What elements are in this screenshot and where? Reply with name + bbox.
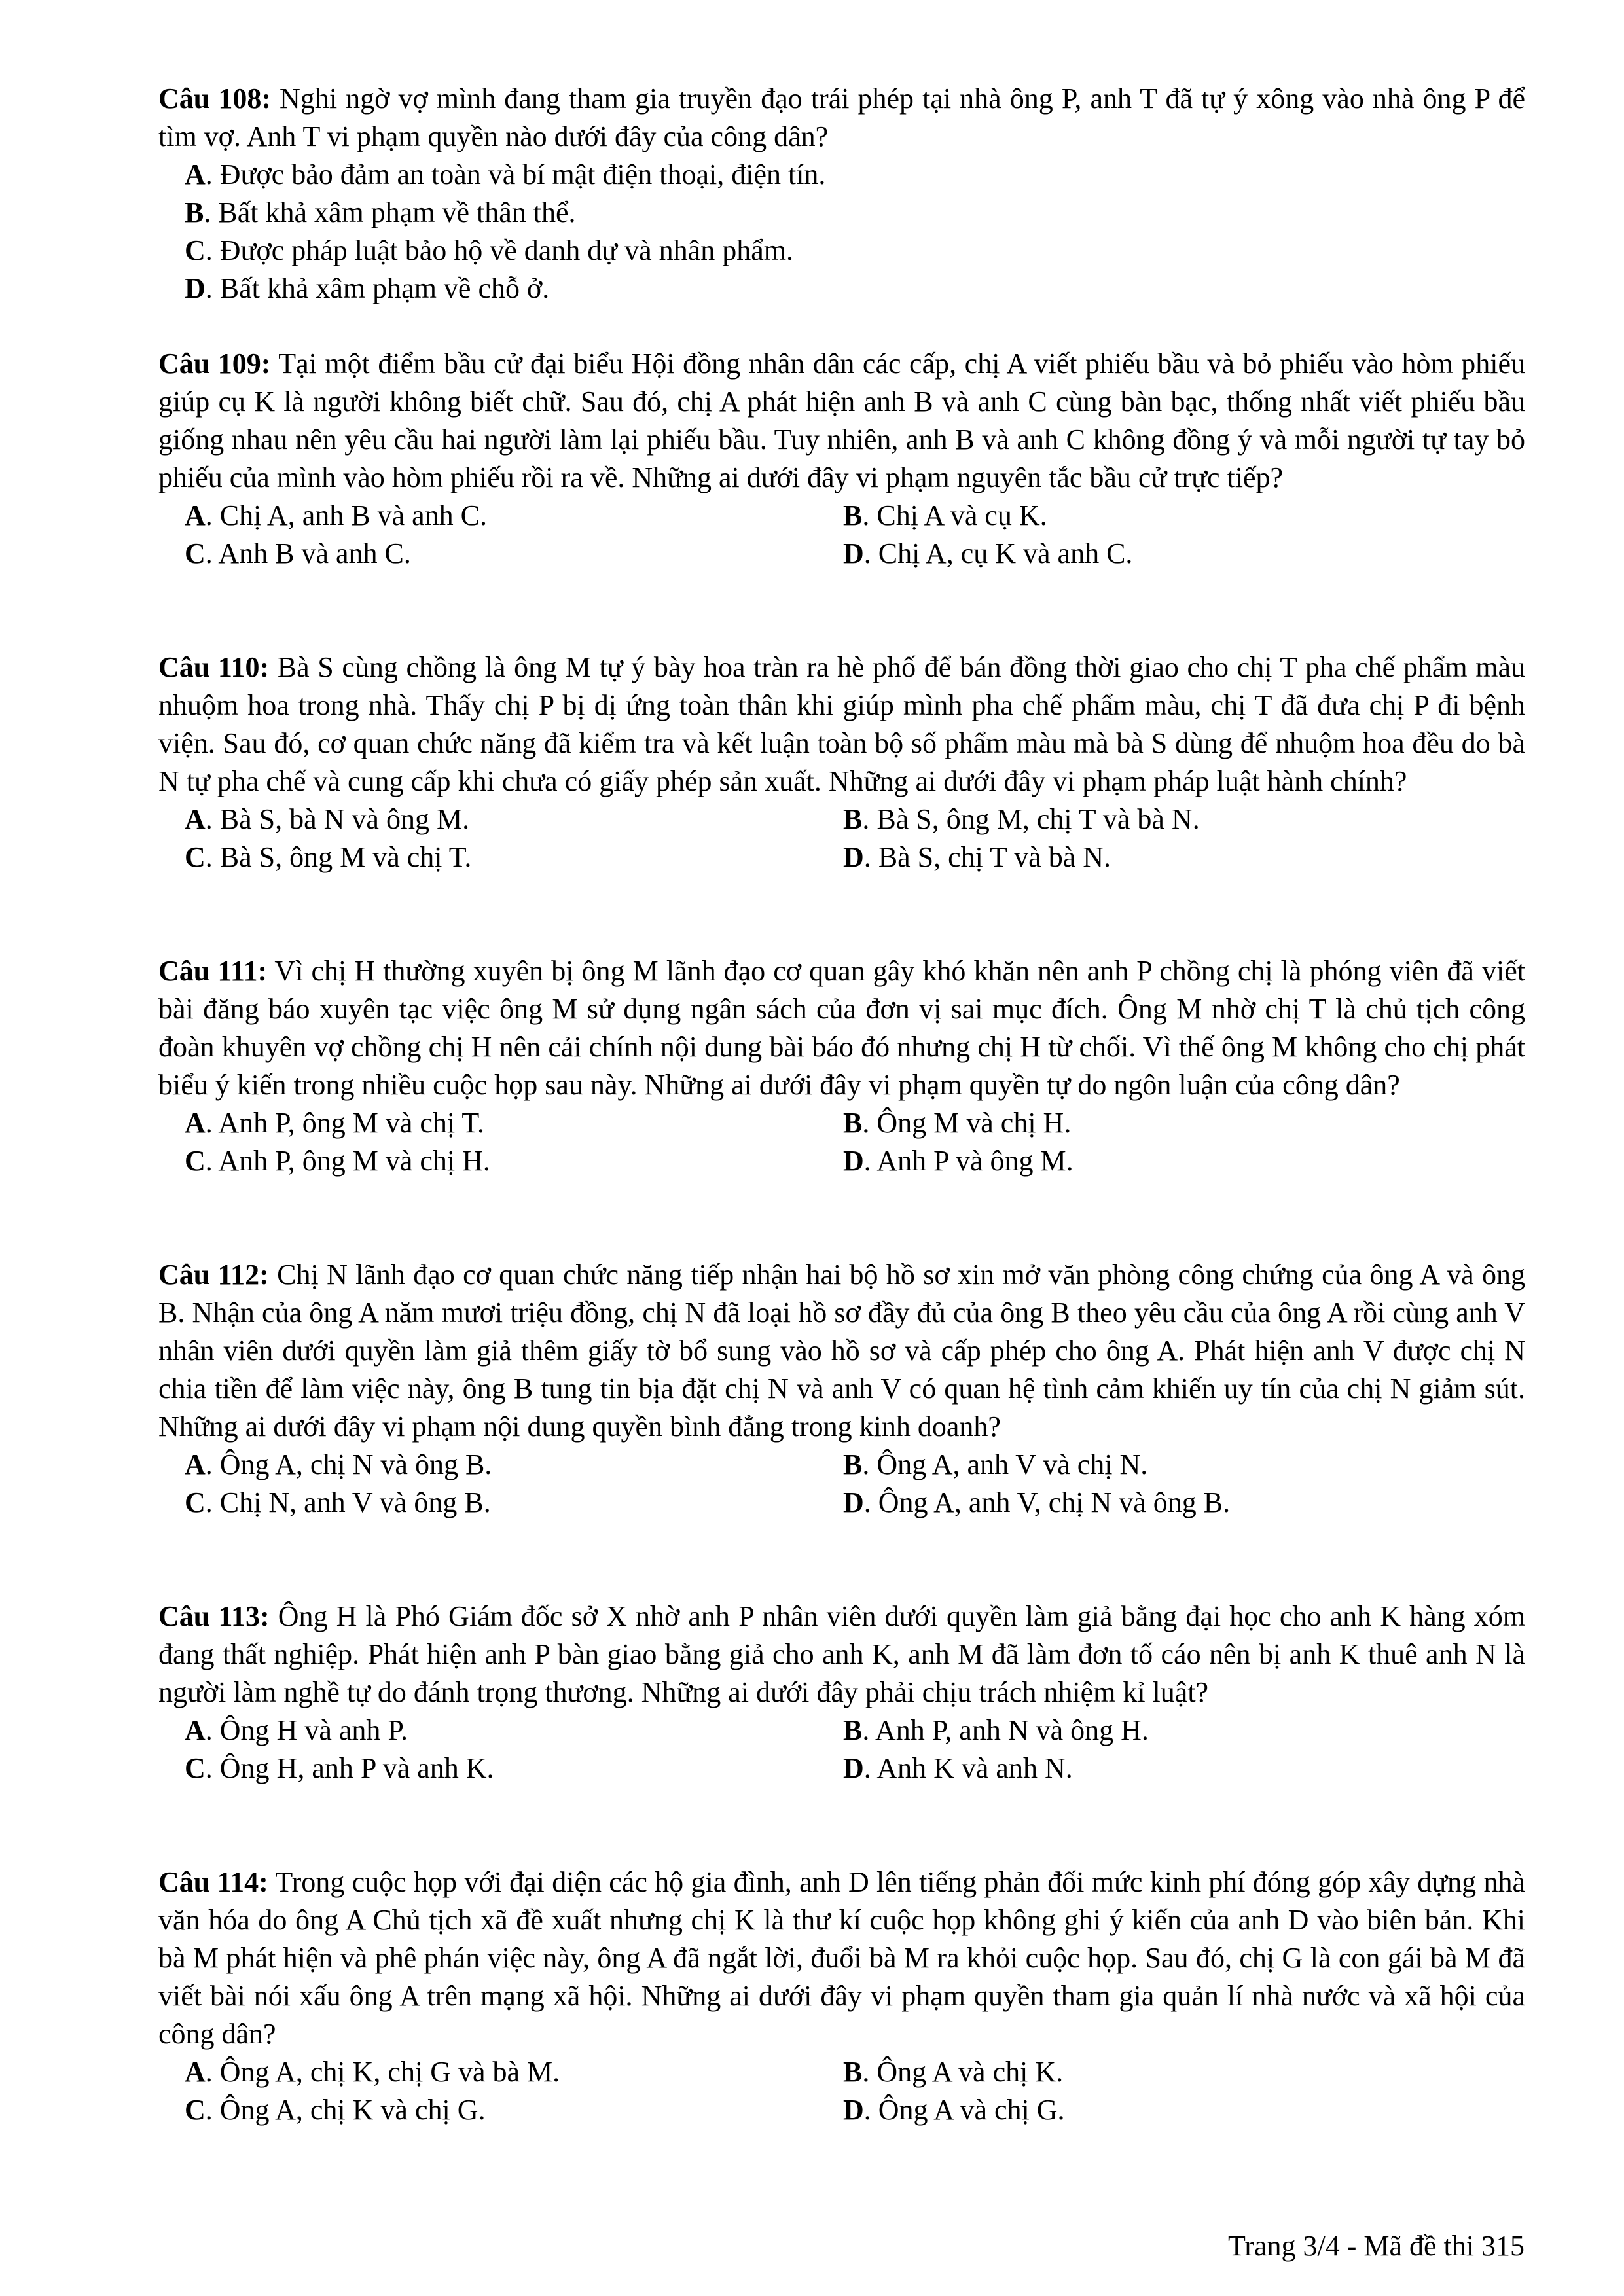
option-d <box>843 1484 1525 1522</box>
option-a <box>158 156 1525 194</box>
option-c <box>158 1142 843 1180</box>
question-stem <box>158 345 1525 497</box>
option-text: . Được bảo đảm an toàn và bí mật điện thoại, điện tín. <box>205 158 826 190</box>
option-text: . Ông A và chị K. <box>862 2056 1064 2088</box>
option-text: . Anh P, anh N và ông H. <box>862 1714 1149 1746</box>
question-number: Câu 108: <box>158 82 271 115</box>
page-footer: Trang 3/4 - Mã đề thi 315 <box>1227 2230 1525 2262</box>
question-113 <box>158 1598 1525 1787</box>
option-text: . Ông A, anh V, chị N và ông B. <box>863 1486 1231 1518</box>
question-text: Ông H là Phó Giám đốc sở X nhờ anh P nhân viên dưới quyền làm giả bằng đại học cho anh K hàng xóm đang thất nghiệp. Phát hiện anh P bàn giao bằng giả cho anh K, anh M đã làm đơn tố cáo nên bị anh K thuê anh N là người làm nghề tự do đánh trọng thương. Những ai dưới đây phải chịu trách nhiệm kỉ luật? <box>158 1600 1525 1708</box>
option-c <box>158 1484 843 1522</box>
option-letter: B <box>843 499 863 531</box>
question-stem <box>158 1863 1525 2053</box>
option-text: . Ông H và anh P. <box>205 1714 408 1746</box>
question-number: Câu 110: <box>158 651 270 683</box>
question-number: Câu 109: <box>158 348 271 380</box>
option-text: . Bà S, ông M và chị T. <box>205 841 472 873</box>
question-stem <box>158 1256 1525 1446</box>
question-stem <box>158 80 1525 156</box>
option-c <box>158 838 843 876</box>
question-number: Câu 114: <box>158 1866 268 1898</box>
option-letter: D <box>843 1145 864 1177</box>
option-letter: A <box>185 499 206 531</box>
question-111 <box>158 952 1525 1180</box>
option-text: . Ông A, chị N và ông B. <box>205 1448 492 1480</box>
option-letter: D <box>843 1486 864 1518</box>
question-number: Câu 113: <box>158 1600 270 1632</box>
option-letter: C <box>185 1145 206 1177</box>
option-letter: B <box>843 1714 863 1746</box>
option-text: . Anh P và ông M. <box>863 1145 1074 1177</box>
option-b <box>843 2053 1525 2091</box>
question-stem <box>158 649 1525 800</box>
option-a <box>158 2053 843 2091</box>
option-b <box>158 194 1525 232</box>
answer-options <box>158 497 1525 573</box>
option-text: . Bất khả xâm phạm về thân thể. <box>204 196 576 228</box>
option-letter: B <box>843 2056 863 2088</box>
option-letter: A <box>185 2056 206 2088</box>
option-letter: A <box>185 1714 206 1746</box>
option-letter: A <box>185 158 206 190</box>
option-letter: B <box>843 1448 863 1480</box>
option-letter: C <box>185 234 206 266</box>
option-letter: A <box>185 803 206 835</box>
option-a <box>158 1446 843 1484</box>
question-text: Vì chị H thường xuyên bị ông M lãnh đạo cơ quan gây khó khăn nên anh P chồng chị là phóng viên đã viết bài đăng báo xuyên tạc việc ông M sử dụng ngân sách của đơn vị sai mục đích. Ông M nhờ chị T là chủ tịch công đoàn khuyên vợ chồng chị H nên cải chính nội dung bài báo đó nhưng chị H từ chối. Vì thế ông M không cho chị phát biểu ý kiến trong nhiều cuộc họp sau này. Những ai dưới đây vi phạm quyền tự do ngôn luận của công dân? <box>158 955 1525 1101</box>
option-text: . Anh P, ông M và chị T. <box>205 1107 484 1139</box>
option-text: . Chị N, anh V và ông B. <box>205 1486 491 1518</box>
option-letter: D <box>843 537 864 569</box>
option-text: . Chị A, cụ K và anh C. <box>863 537 1133 569</box>
answer-options <box>158 800 1525 876</box>
question-stem <box>158 952 1525 1104</box>
option-text: . Ông A, anh V và chị N. <box>862 1448 1148 1480</box>
question-114 <box>158 1863 1525 2129</box>
question-112 <box>158 1256 1525 1522</box>
option-d <box>843 2091 1525 2129</box>
option-letter: D <box>185 272 206 304</box>
option-b <box>843 800 1525 838</box>
option-a <box>158 497 843 535</box>
question-text: Trong cuộc họp với đại diện các hộ gia đình, anh D lên tiếng phản đối mức kinh phí đóng góp xây dựng nhà văn hóa do ông A Chủ tịch xã đề xuất nhưng chị K là thư kí cuộc họp không ghi ý kiến của anh D vào biên bản. Khi bà M phát hiện và phê phán việc này, ông A đã ngắt lời, đuổi bà M ra khỏi cuộc họp. Sau đó, chị G là con gái bà M đã viết bài nói xấu ông A trên mạng xã hội. Những ai dưới đây vi phạm quyền tham gia quản lí nhà nước và xã hội của công dân? <box>158 1866 1525 2050</box>
option-text: . Ông M và chị H. <box>862 1107 1072 1139</box>
question-text: Nghi ngờ vợ mình đang tham gia truyền đạo trái phép tại nhà ông P, anh T đã tự ý xông vào nhà ông P để tìm vợ. Anh T vi phạm quyền nào dưới đây của công dân? <box>158 82 1525 152</box>
option-letter: C <box>185 1486 206 1518</box>
option-d <box>843 535 1525 573</box>
option-letter: B <box>185 196 204 228</box>
question-text: Bà S cùng chồng là ông M tự ý bày hoa tràn ra hè phố để bán đồng thời giao cho chị T pha chế phẩm màu nhuộm hoa trong nhà. Thấy chị P bị dị ứng toàn thân khi giúp mình pha chế phẩm màu, chị T đã đưa chị P đi bệnh viện. Sau đó, cơ quan chức năng đã kiểm tra và kết luận toàn bộ số phẩm màu mà bà S dùng để nhuộm hoa đều do bà N tự pha chế và cung cấp khi chưa có giấy phép sản xuất. Những ai dưới đây vi phạm pháp luật hành chính? <box>158 651 1525 797</box>
option-text: . Ông A và chị G. <box>863 2094 1065 2126</box>
option-letter: C <box>185 537 206 569</box>
option-text: . Chị A và cụ K. <box>862 499 1047 531</box>
question-108 <box>158 80 1525 308</box>
option-text: . Ông A, chị K, chị G và bà M. <box>205 2056 560 2088</box>
option-text: . Bà S, ông M, chị T và bà N. <box>862 803 1200 835</box>
question-number: Câu 111: <box>158 955 268 987</box>
option-text: . Chị A, anh B và anh C. <box>205 499 487 531</box>
option-d <box>843 1749 1525 1787</box>
question-110 <box>158 649 1525 876</box>
option-text: . Bà S, bà N và ông M. <box>205 803 470 835</box>
option-a <box>158 1712 843 1749</box>
question-stem <box>158 1598 1525 1712</box>
option-text: . Được pháp luật bảo hộ về danh dự và nhân phẩm. <box>205 234 793 266</box>
option-letter: D <box>843 2094 864 2126</box>
option-letter: C <box>185 2094 206 2126</box>
question-number: Câu 112: <box>158 1259 269 1291</box>
option-letter: C <box>185 841 206 873</box>
option-letter: B <box>843 803 863 835</box>
option-letter: A <box>185 1107 206 1139</box>
option-letter: A <box>185 1448 206 1480</box>
option-d <box>843 1142 1525 1180</box>
answer-options <box>158 1712 1525 1787</box>
option-c <box>158 232 1525 270</box>
option-b <box>843 1446 1525 1484</box>
option-b <box>843 1104 1525 1142</box>
option-text: . Bất khả xâm phạm về chỗ ở. <box>205 272 550 304</box>
question-text: Tại một điểm bầu cử đại biểu Hội đồng nhân dân các cấp, chị A viết phiếu bầu và bỏ phiếu vào hòm phiếu giúp cụ K là người không biết chữ. Sau đó, chị A phát hiện anh B và anh C cùng bàn bạc, thống nhất viết phiếu bầu giống nhau nên yêu cầu hai người làm lại phiếu bầu. Tuy nhiên, anh B và anh C không đồng ý và mỗi người tự tay bỏ phiếu của mình vào hòm phiếu rồi ra về. Những ai dưới đây vi phạm nguyên tắc bầu cử trực tiếp? <box>158 348 1525 493</box>
option-text: . Ông H, anh P và anh K. <box>205 1752 494 1784</box>
option-c <box>158 2091 843 2129</box>
option-a <box>158 800 843 838</box>
option-b <box>843 497 1525 535</box>
question-109 <box>158 345 1525 573</box>
option-text: . Bà S, chị T và bà N. <box>863 841 1111 873</box>
option-text: . Anh K và anh N. <box>863 1752 1073 1784</box>
option-text: . Anh B và anh C. <box>205 537 411 569</box>
answer-options <box>158 156 1525 308</box>
option-letter: D <box>843 1752 864 1784</box>
option-d <box>843 838 1525 876</box>
option-d <box>158 270 1525 308</box>
option-letter: D <box>843 841 864 873</box>
option-b <box>843 1712 1525 1749</box>
option-text: . Ông A, chị K và chị G. <box>205 2094 486 2126</box>
option-letter: B <box>843 1107 863 1139</box>
option-a <box>158 1104 843 1142</box>
answer-options <box>158 1446 1525 1522</box>
option-letter: C <box>185 1752 206 1784</box>
answer-options <box>158 1104 1525 1180</box>
answer-options <box>158 2053 1525 2129</box>
question-text: Chị N lãnh đạo cơ quan chức năng tiếp nhận hai bộ hồ sơ xin mở văn phòng công chứng của ông A và ông B. Nhận của ông A năm mươi triệu đồng, chị N đã loại hồ sơ đầy đủ của ông B theo yêu cầu của ông A rồi cùng anh V nhân viên dưới quyền làm giả thêm giấy tờ bổ sung vào hồ sơ và cấp phép cho ông A. Phát hiện anh V được chị N chia tiền để làm việc này, ông B tung tin bịa đặt chị N và anh V có quan hệ tình cảm khiến uy tín của chị N giảm sút. Những ai dưới đây vi phạm nội dung quyền bình đẳng trong kinh doanh? <box>158 1259 1525 1443</box>
option-c <box>158 1749 843 1787</box>
option-c <box>158 535 843 573</box>
option-text: . Anh P, ông M và chị H. <box>205 1145 490 1177</box>
